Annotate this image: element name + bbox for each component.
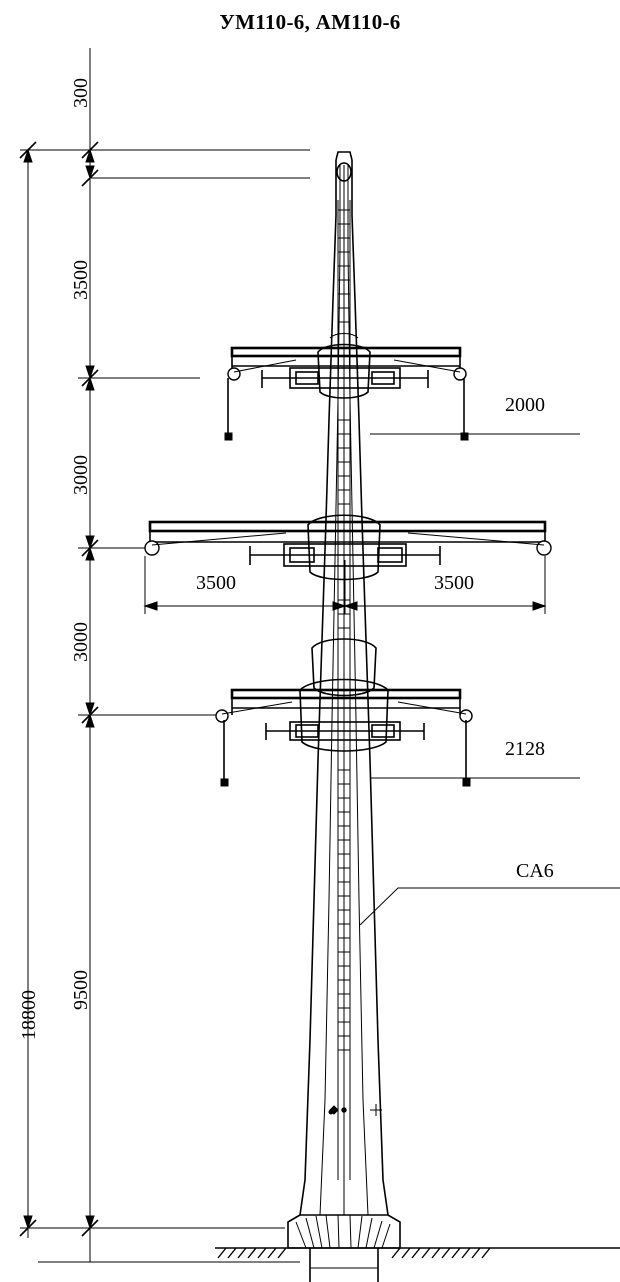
leader-lines-right: [360, 434, 620, 925]
dim-label-2128: 2128: [505, 738, 545, 760]
dim-label-9500: 9500: [70, 970, 92, 1010]
dim-label-18800: 18800: [18, 990, 40, 1040]
callout-label-ca6: CA6: [516, 860, 554, 882]
crossarm-upper: [225, 348, 468, 440]
dim-label-300: 300: [70, 78, 92, 108]
ground-line: [215, 1248, 620, 1258]
dimension-lines-left: [20, 48, 310, 1262]
drawing-title: УМ110-6, АМ110-6: [219, 10, 401, 34]
dim-label-3500-right: 3500: [434, 572, 474, 594]
dim-label-3500-top: 3500: [70, 260, 92, 300]
dim-label-3500-left: 3500: [196, 572, 236, 594]
dim-label-3000-lower: 3000: [70, 622, 92, 662]
dim-label-2000: 2000: [505, 394, 545, 416]
dim-label-3000-upper: 3000: [70, 455, 92, 495]
